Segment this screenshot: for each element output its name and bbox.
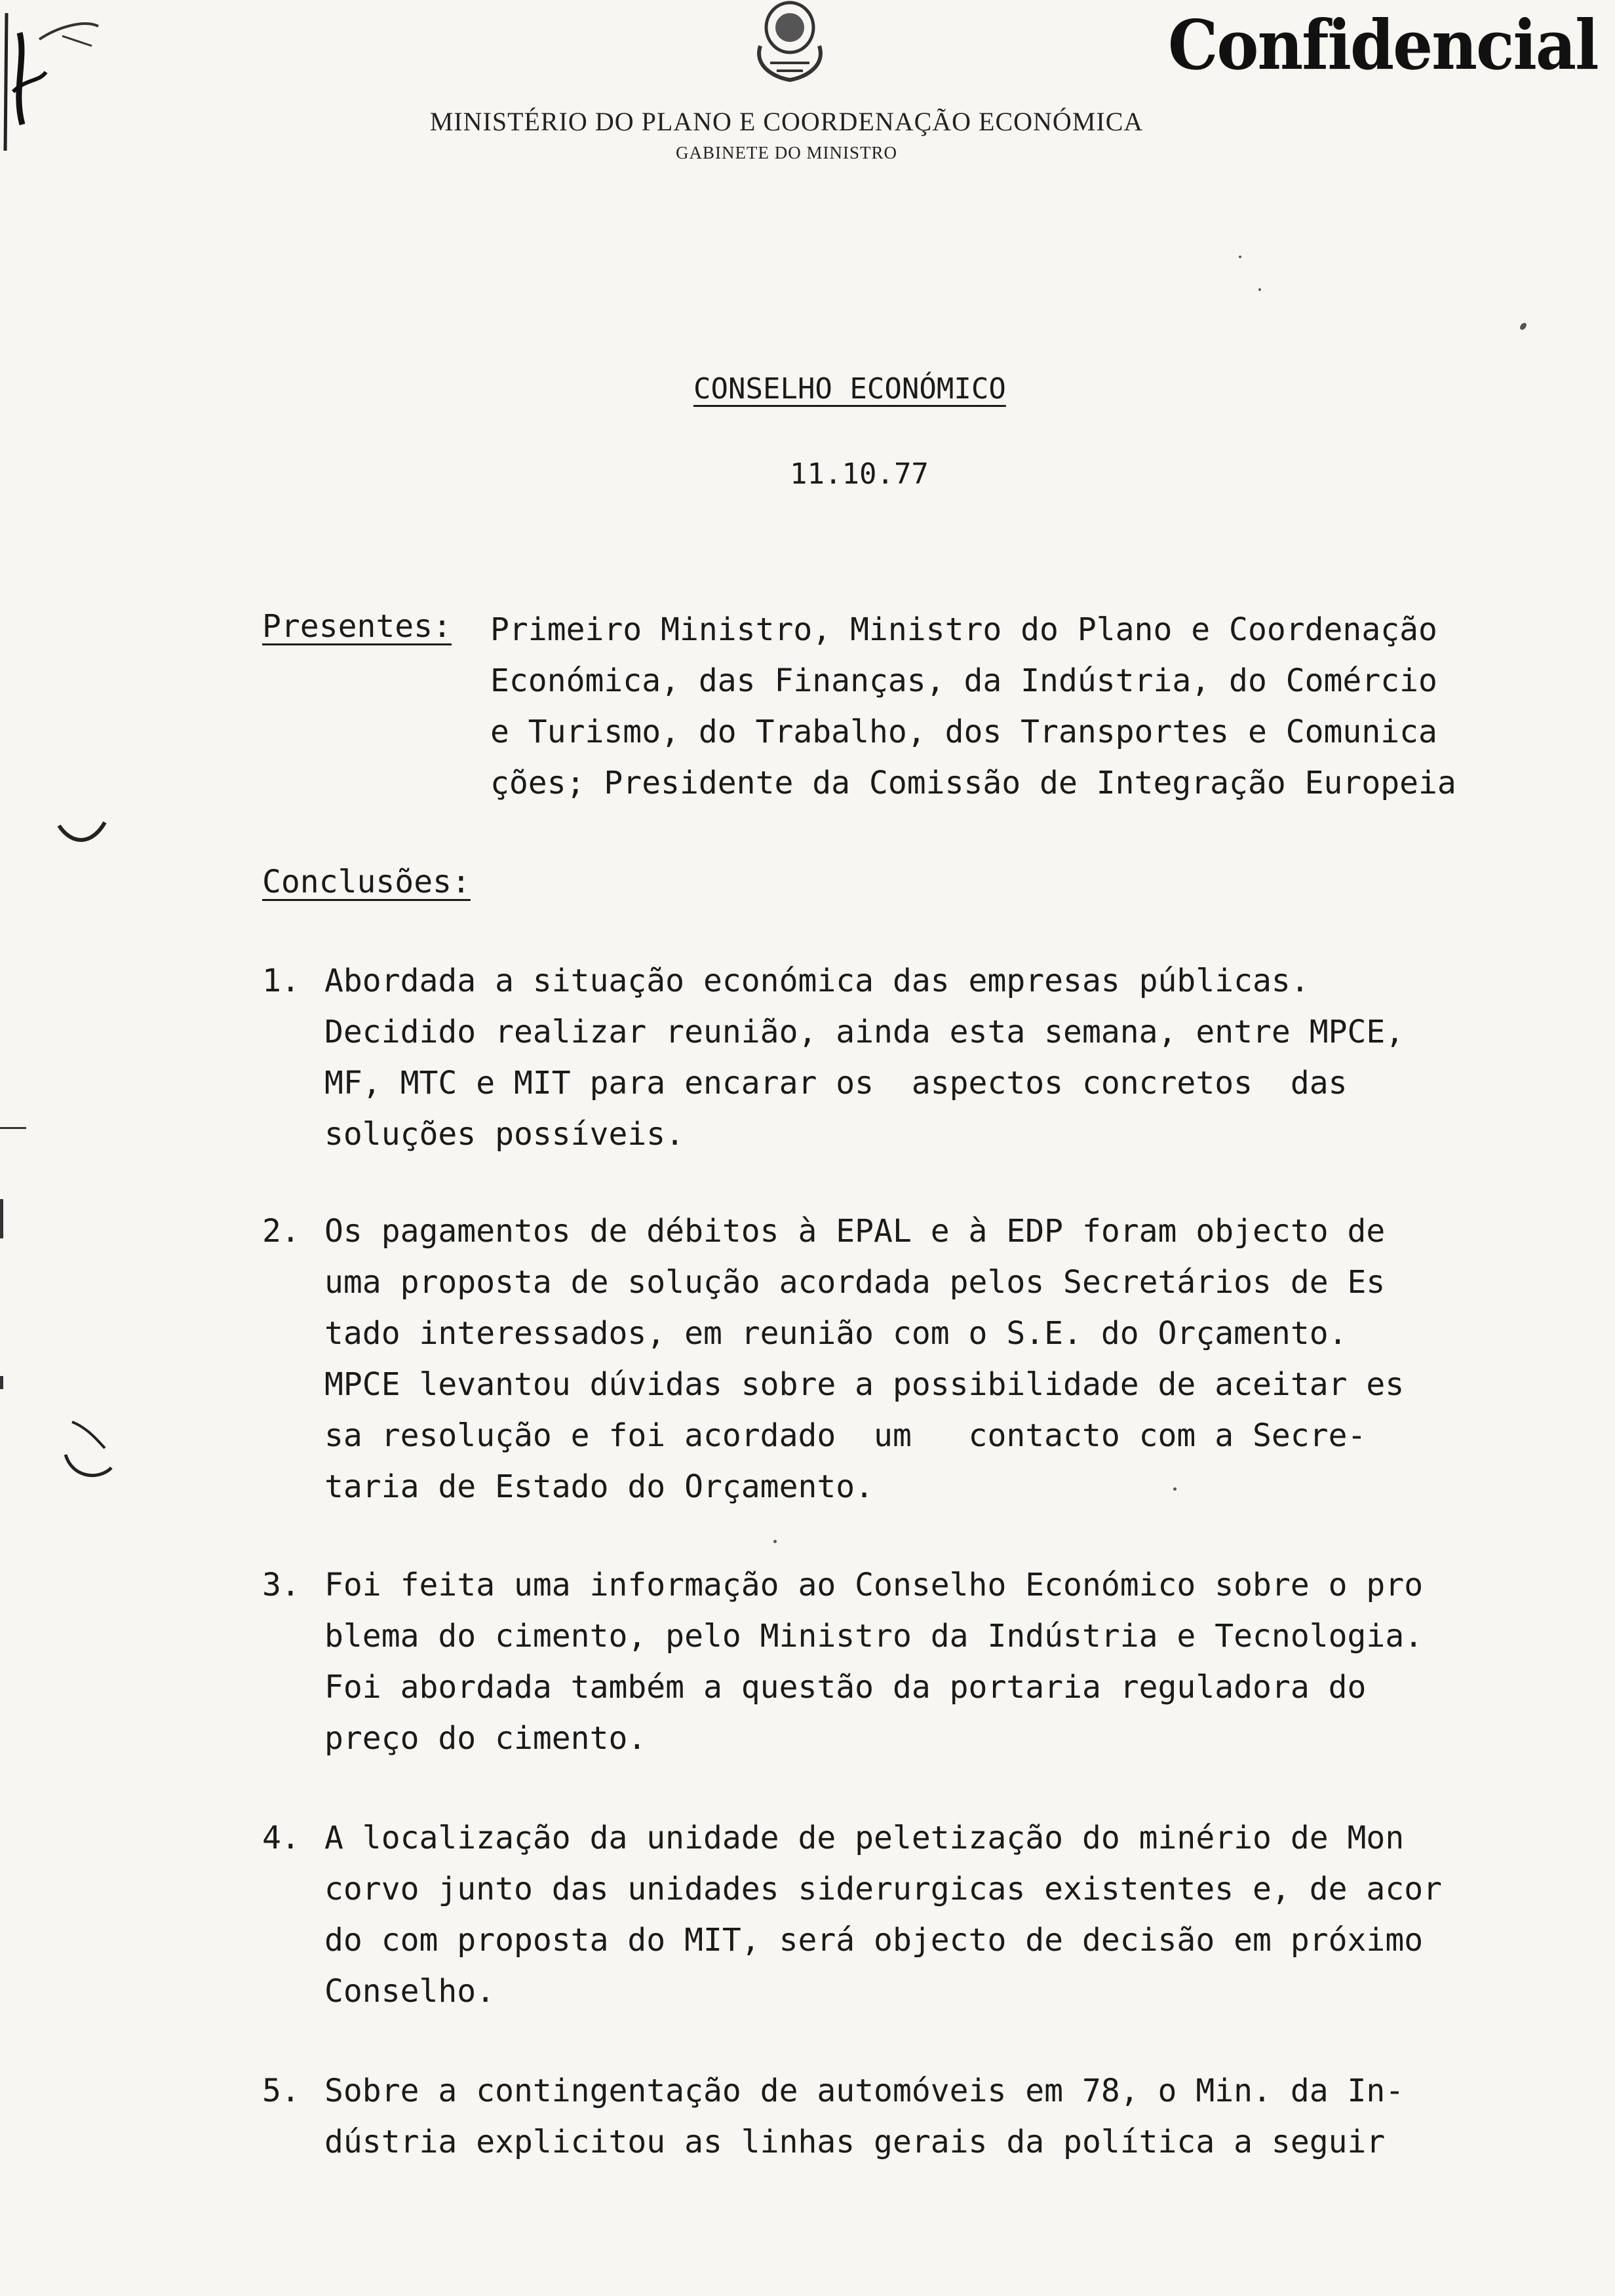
item-number: 4. [262,1820,300,1856]
item-text: Sobre a contingentação de automóveis em 78, o Min. da In- dústria explicitou as linhas gerais da política a seguir [324,2073,1405,2160]
edge-mark [0,1376,3,1389]
item-number: 1. [262,963,300,999]
punch-hole-mark [52,813,118,852]
conclusoes-label: Conclusões: [262,864,471,900]
item-text: Os pagamentos de débitos à EPAL e à EDP foram objecto de uma proposta de solução acordada pelos Secretários de Es tado interessados, em reunião com o S.E. do Orçamento. MPCE levantou dúvidas sobre a possibilidade de aceitar es sa resolução e foi acordado um contacto com a Secre- taria de Estado do Orçamento. [324,1213,1405,1505]
item-text: A localização da unidade de peletização do minério de Mon corvo junto das unidades siderurgicas existentes e, de acor do com proposta do MIT, será objecto de decisão em próximo Conselho. [324,1820,1443,2010]
item-number: 3. [262,1567,300,1603]
scan-speck [773,1540,777,1543]
scan-speck [1239,256,1241,258]
scan-speck [1519,322,1528,331]
confidential-stamp: Confidencial [1168,5,1598,86]
edge-mark [0,1199,3,1238]
coat-of-arms-icon [741,0,839,85]
ministry-title: MINISTÉRIO DO PLANO E COORDENAÇÃO ECONÓMICA [429,107,1144,136]
meeting-date: 11.10.77 [790,457,929,491]
item-text: Abordada a situação económica das empresas públicas. Decidido realizar reunião, ainda esta semana, entre MPCE, MF, MTC e MIT para encarar os aspectos concretos das soluções possíveis. [324,963,1405,1153]
meeting-title: CONSELHO ECONÓMICO [693,372,1006,406]
scan-speck [1173,1487,1177,1491]
punch-hole-mark [59,1409,131,1501]
scan-speck [1258,288,1261,291]
item-text: Foi feita uma informação ao Conselho Económico sobre o pro blema do cimento, pelo Ministro da Indústria e Tecnologia. Foi abordada também a questão da portaria reguladora do preço do cimento. [324,1567,1424,1757]
item-number: 5. [262,2073,300,2109]
presentes-label: Presentes: [262,608,452,645]
item-number: 2. [262,1213,300,1250]
edge-mark [0,1127,26,1129]
ministry-cabinet: GABINETE DO MINISTRO [676,143,897,163]
presentes-text: Primeiro Ministro, Ministro do Plano e Coordenação Económica, das Finanças, da Indústria, do Comércio e Turismo, do Trabalho, dos Transportes e Comunica ções; Presidente da Comissão de Integração Europeia [490,611,1456,801]
